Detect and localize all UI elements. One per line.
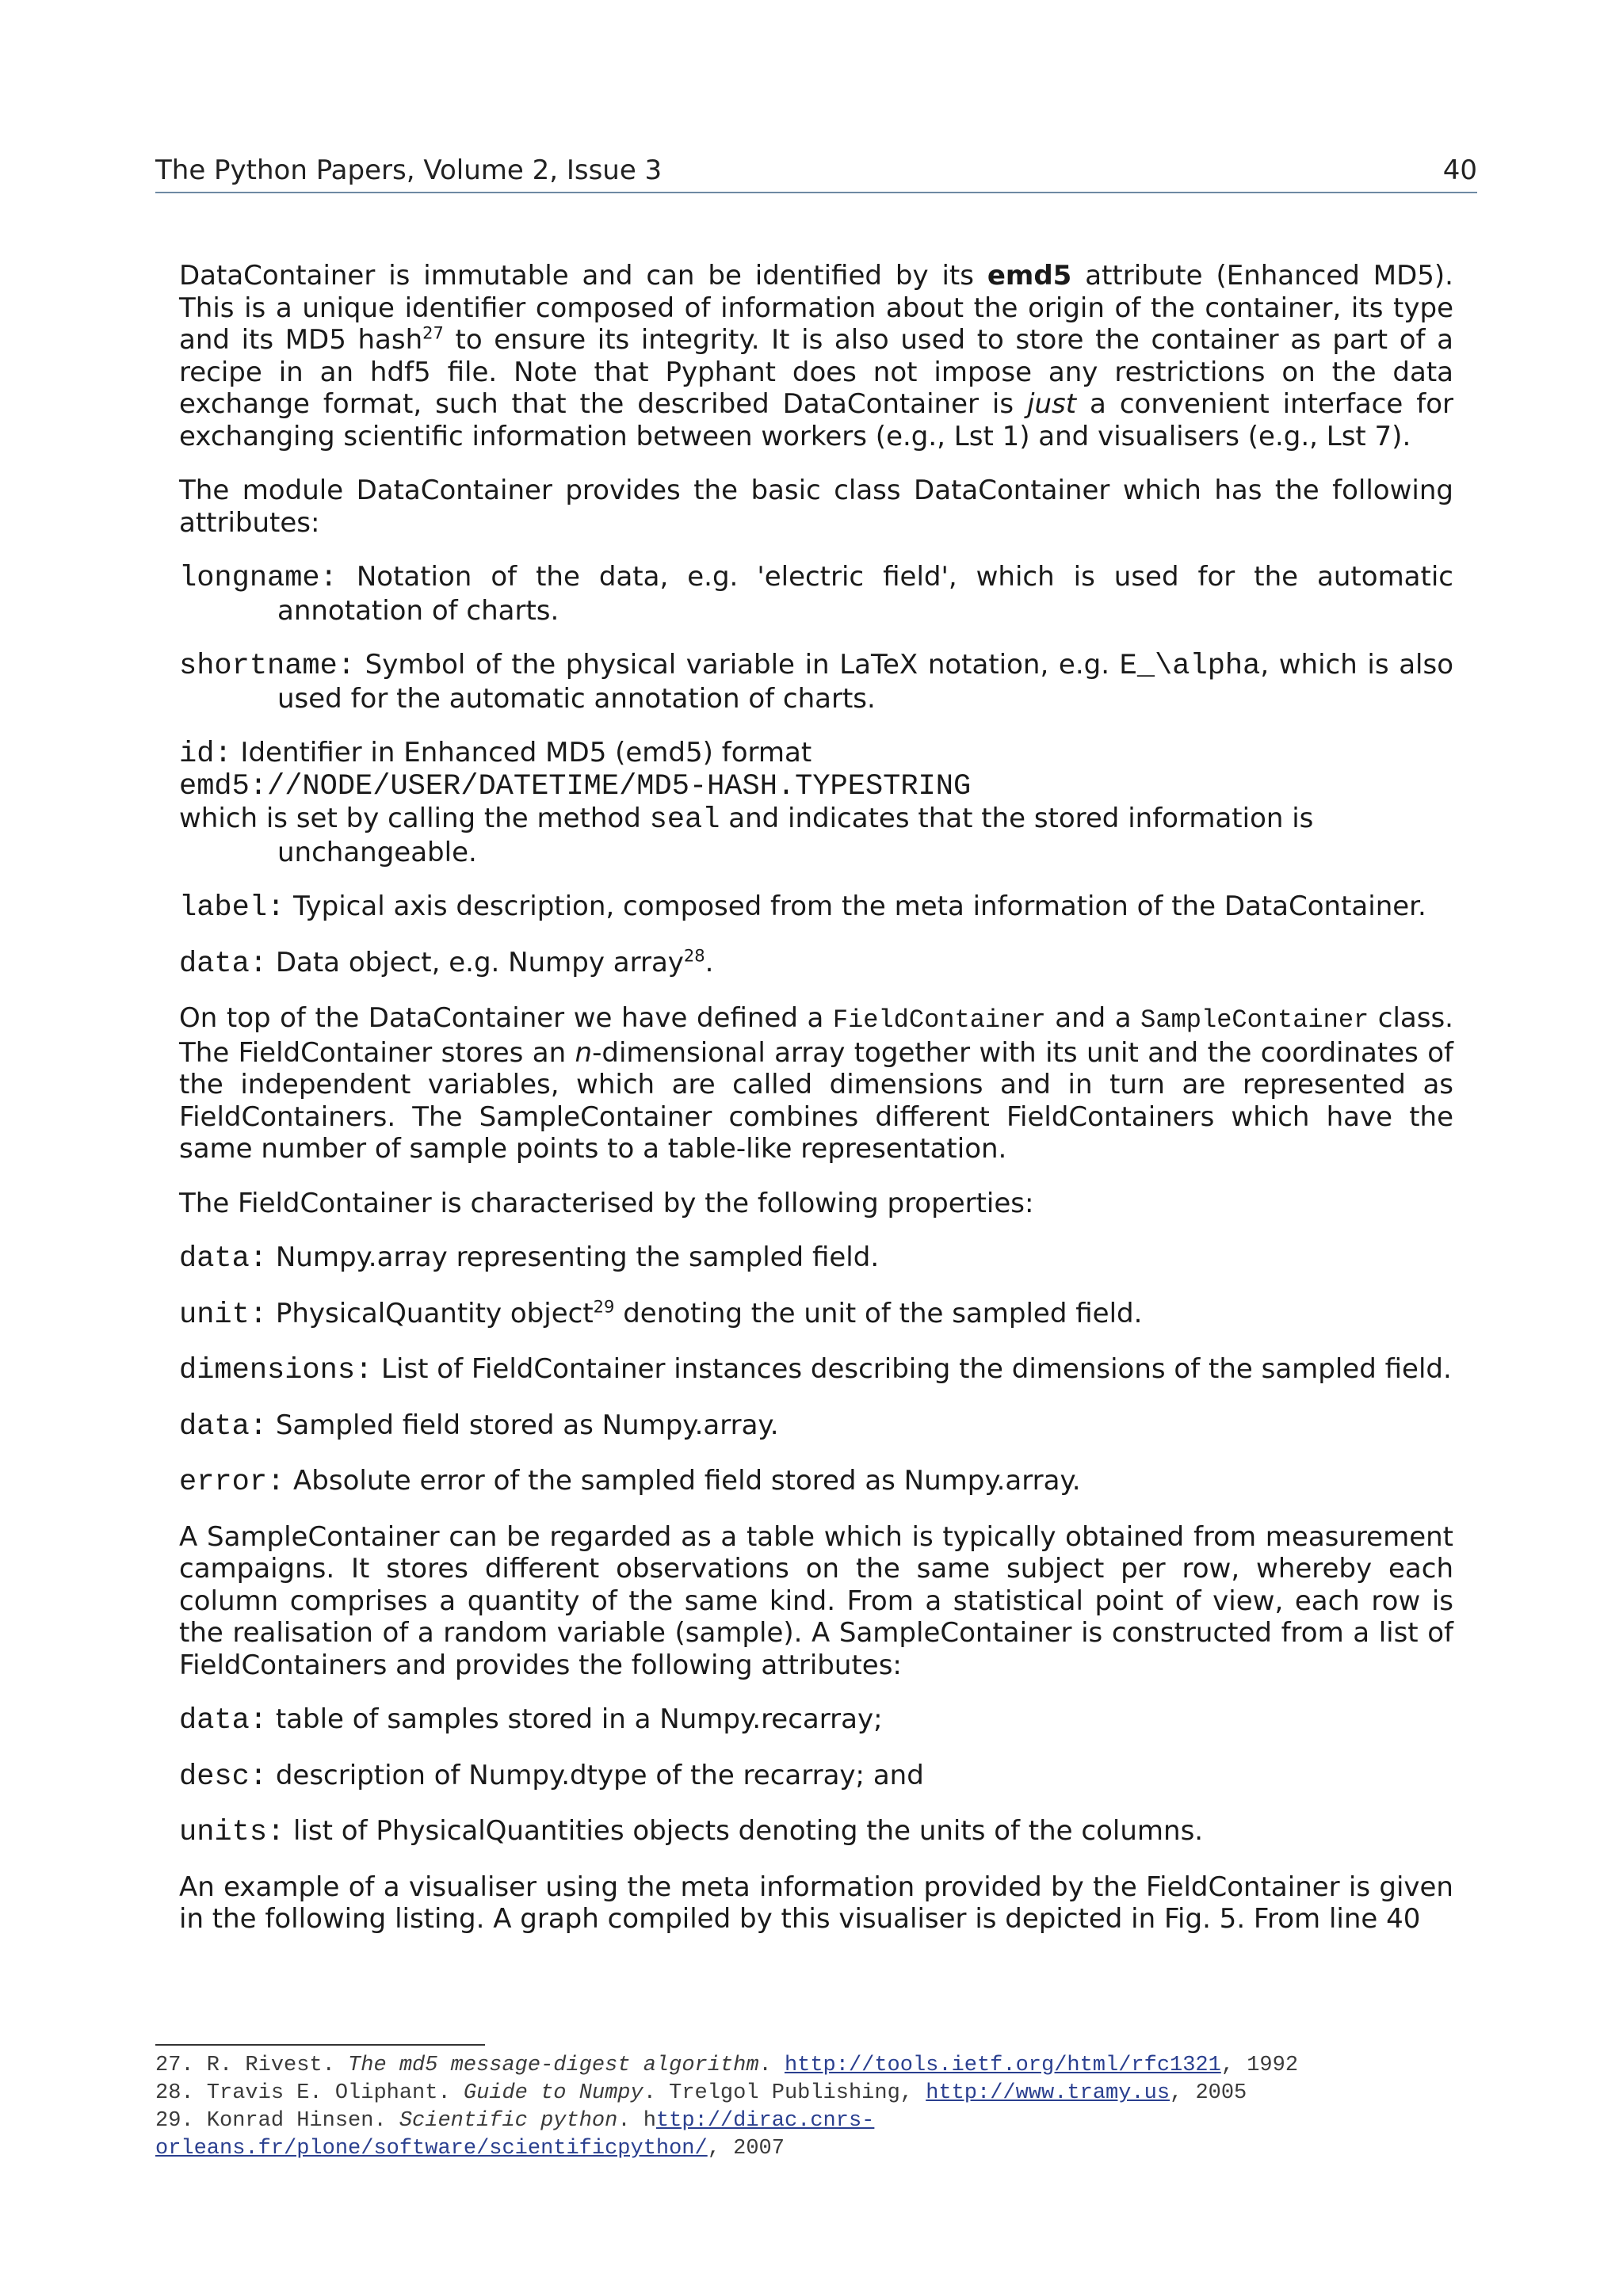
attr-shortname: shortname: Symbol of the physical variable in LaTeX notation, e.g. E_\alpha, which is also used for the automatic annotation of charts.: [179, 649, 1454, 715]
footnote-ref-29: 29: [593, 1297, 615, 1317]
page-header: [155, 152, 1477, 193]
footnote-28: 28. Travis E. Oliphant. Guide to Numpy. Trelgol Publishing, http://www.tramy.us, 2005: [155, 2081, 1247, 2105]
term-dimensions: dimensions:: [179, 1354, 373, 1387]
attr-label: label: Typical axis description, composed from the meta information of the DataContainer.: [179, 891, 1426, 925]
prop-data-array: data: Numpy.array representing the sampled field.: [179, 1241, 880, 1276]
code-samplecontainer: SampleContainer: [1140, 1005, 1369, 1035]
emphasis-n: n: [575, 1036, 593, 1069]
footnote-29-continued: orleans.fr/plone/software/scientificpython/, 2007: [155, 2137, 785, 2161]
term-label: label:: [179, 891, 285, 925]
term-unit: unit:: [179, 1298, 268, 1332]
emphasis-just: just: [1027, 388, 1077, 420]
sc-attr-data: data: table of samples stored in a Numpy.recarray;: [179, 1703, 883, 1737]
seal-description: which is set by calling the method seal and indicates that the stored information is unchangeable.: [179, 803, 1314, 868]
footnote-28-link[interactable]: http://www.tramy.us: [926, 2081, 1170, 2105]
term-desc: desc:: [179, 1760, 268, 1794]
page-body: [179, 260, 1453, 1958]
term-error: error:: [179, 1466, 285, 1499]
footnotes: [155, 2052, 1503, 2163]
footnote-29-link[interactable]: ttp://dirac.cnrs-: [655, 2109, 875, 2133]
sc-attr-desc: desc: description of Numpy.dtype of the recarray; and: [179, 1759, 924, 1794]
prop-unit: unit: PhysicalQuantity object$^{29}$ denoting the unit of the sampled field.: [179, 1297, 1143, 1332]
code-seal: seal: [649, 803, 720, 837]
prop-data-sampled: data: Sampled field stored as Numpy.array.: [179, 1409, 779, 1444]
paragraph-containers: On top of the DataContainer we have defined a FieldContainer and a SampleContainer class. The FieldContainer stores an n-dimensional array together with its unit and the coordinates of the independent variables, which are called dimensions and in turn are represented as FieldContainers. The SampleContainer combines different FieldContainers which have the same number of sample points to a table-like representation.: [179, 1002, 1454, 1165]
attr-id: id: Identifier in Enhanced MD5 (emd5) format emd5://NODE/USER/DATETIME/MD5-HASH.TYPESTRING which is set by calling the method seal and indicates that the stored information is unchangeable.: [179, 737, 1453, 868]
paragraph-samplecontainer: A SampleContainer can be regarded as a table which is typically obtained from measurement campaigns. It stores different observations on the same subject per row, whereby each column comprises a quantity of the same kind. From a statistical point of view, each row is the realisation of a random variable (sample). A SampleContainer is constructed from a list of FieldContainers and provides the following attributes:: [179, 1520, 1453, 1681]
term-units: units:: [179, 1816, 285, 1849]
prop-error: error: Absolute error of the sampled field stored as Numpy.array.: [179, 1465, 1081, 1499]
page-number: 40: [1442, 154, 1477, 186]
footnote-29-link-continued[interactable]: orleans.fr/plone/software/scientificpython/: [155, 2137, 708, 2161]
term-data: data:: [179, 1242, 268, 1276]
sc-attr-units: units: list of PhysicalQuantities objects denoting the units of the columns.: [179, 1815, 1204, 1849]
emd5-format: emd5://NODE/USER/DATETIME/MD5-HASH.TYPESTRING: [179, 769, 972, 803]
footnote-ref-27: 27: [422, 323, 444, 343]
term-data: data:: [179, 947, 268, 981]
footnote-separator: [155, 2044, 485, 2046]
footnote-27: 27. R. Rivest. The md5 message-digest algorithm. http://tools.ietf.org/html/rfc1321, 1992: [155, 2054, 1299, 2077]
footnote-27-link[interactable]: http://tools.ietf.org/html/rfc1321: [784, 2054, 1221, 2077]
paragraph-visualiser-example: An example of a visualiser using the meta information provided by the FieldContainer is given in the following listing. A graph compiled by this visualiser is depicted in Fig. 5. From line 40: [179, 1871, 1453, 1935]
term-data: data:: [179, 1704, 268, 1737]
emd5-bold: emd5: [987, 260, 1072, 292]
attr-longname: longname: Notation of the data, e.g. 'electric field', which is used for the automatic annotation of charts.: [179, 561, 1453, 627]
paragraph-module-intro: The module DataContainer provides the basic class DataContainer which has the following attributes:: [179, 475, 1453, 539]
journal-title: The Python Papers, Volume 2, Issue 3: [155, 154, 663, 186]
footnote-ref-28: 28: [683, 946, 705, 966]
term-data: data:: [179, 1409, 268, 1444]
term-id: id:: [179, 738, 232, 771]
paragraph-fieldcontainer-props: The FieldContainer is characterised by the following properties:: [179, 1187, 1034, 1219]
code-fieldcontainer: FieldContainer: [832, 1005, 1046, 1035]
attr-data: data: Data object, e.g. Numpy array$^{28}$.: [179, 946, 714, 981]
paragraph-datacontainer-intro: DataContainer is immutable and can be identified by its emd5 attribute (Enhanced MD5). This is a unique identifier composed of information about the origin of the container, its type and its MD5 hash$^{27}$ to ensure its integrity. It is also used to store the container as part of a recipe in an hdf5 file. Note that Pyphant does not impose any restrictions on the data exchange format, such that the described DataContainer is just a convenient interface for exchanging scientific information between workers (e.g., Lst 1) and visualisers (e.g., Lst 7).: [179, 260, 1453, 452]
term-shortname: shortname:: [179, 650, 356, 683]
term-longname: longname:: [179, 562, 338, 595]
footnote-29: 29. Konrad Hinsen. Scientific python. http://dirac.cnrs-: [155, 2109, 875, 2133]
prop-dimensions: dimensions: List of FieldContainer instances describing the dimensions of the sampled field.: [179, 1353, 1452, 1387]
code-e-alpha: E_\alpha: [1119, 650, 1261, 683]
